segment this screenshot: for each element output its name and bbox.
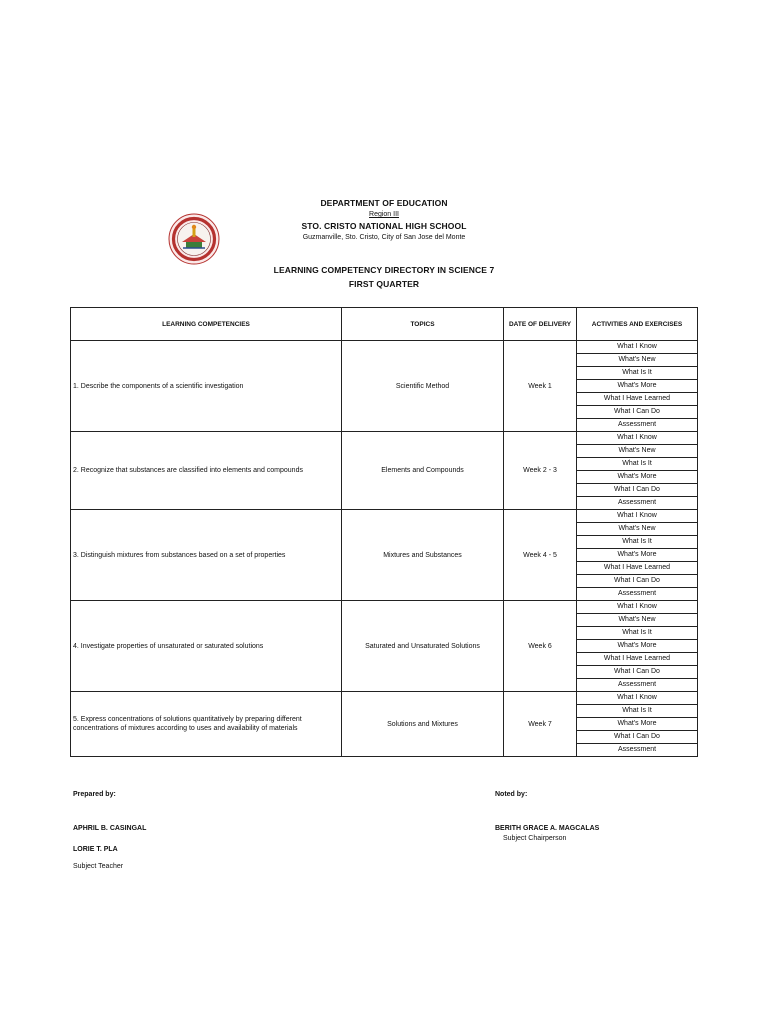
activity-cell: What I Can Do <box>577 731 698 744</box>
school-seal-icon <box>168 213 220 265</box>
week-cell: Week 1 <box>504 341 577 432</box>
competency-cell: 3. Distinguish mixtures from substances based on a set of properties <box>71 510 342 601</box>
week-cell: Week 7 <box>504 692 577 757</box>
activity-cell: What Is It <box>577 458 698 471</box>
competency-cell: 2. Recognize that substances are classified into elements and compounds <box>71 432 342 510</box>
week-cell: Week 4 - 5 <box>504 510 577 601</box>
noter-name: BERITH GRACE A. MAGCALAS <box>495 825 600 832</box>
header-date-of-delivery: DATE OF DELIVERY <box>504 308 577 341</box>
activity-cell: Assessment <box>577 744 698 757</box>
activity-cell: What's More <box>577 640 698 653</box>
activity-cell: What's More <box>577 718 698 731</box>
department-name: DEPARTMENT OF EDUCATION <box>320 198 448 208</box>
activity-cell: What Is It <box>577 705 698 718</box>
activity-cell: What I Know <box>577 341 698 354</box>
topic-cell: Saturated and Unsaturated Solutions <box>342 601 504 692</box>
activity-cell: What I Have Learned <box>577 393 698 406</box>
activity-cell: What I Can Do <box>577 575 698 588</box>
school-address: Guzmanville, Sto. Cristo, City of San Jose del Monte <box>302 234 466 241</box>
topic-cell: Solutions and Mixtures <box>342 692 504 757</box>
competency-table <box>70 307 698 757</box>
competency-cell: 4. Investigate properties of unsaturated or saturated solutions <box>71 601 342 692</box>
header-activities: ACTIVITIES AND EXERCISES <box>577 308 698 341</box>
activity-cell: What's More <box>577 471 698 484</box>
topic-cell: Scientific Method <box>342 341 504 432</box>
activity-cell: What's More <box>577 380 698 393</box>
noted-by-label: Noted by: <box>495 791 528 798</box>
preparer-name-1: APHRIL B. CASINGAL <box>73 825 147 832</box>
activity-cell: What I Know <box>577 601 698 614</box>
activity-cell: What I Can Do <box>577 484 698 497</box>
activity-cell: Assessment <box>577 419 698 432</box>
competency-cell: 1. Describe the components of a scientific investigation <box>71 341 342 432</box>
header-competencies: LEARNING COMPETENCIES <box>71 308 342 341</box>
activity-cell: What's New <box>577 445 698 458</box>
table-row <box>71 510 698 523</box>
activity-cell: What's More <box>577 549 698 562</box>
activity-cell: Assessment <box>577 588 698 601</box>
activity-cell: Assessment <box>577 679 698 692</box>
activity-cell: What's New <box>577 523 698 536</box>
header-topics: TOPICS <box>342 308 504 341</box>
noter-role: Subject Chairperson <box>503 835 567 842</box>
activity-cell: What I Can Do <box>577 406 698 419</box>
school-name: STO. CRISTO NATIONAL HIGH SCHOOL <box>301 221 467 231</box>
week-cell: Week 2 - 3 <box>504 432 577 510</box>
activity-cell: What Is It <box>577 536 698 549</box>
prepared-by-label: Prepared by: <box>73 791 116 798</box>
activity-cell: What I Know <box>577 510 698 523</box>
activity-cell: What I Can Do <box>577 666 698 679</box>
activity-cell: What's New <box>577 354 698 367</box>
activity-cell: What Is It <box>577 627 698 640</box>
table-row <box>71 341 698 354</box>
activity-cell: What I Know <box>577 432 698 445</box>
table-row <box>71 601 698 614</box>
activity-cell: What's New <box>577 614 698 627</box>
activity-cell: What I Have Learned <box>577 653 698 666</box>
topic-cell: Elements and Compounds <box>342 432 504 510</box>
activity-cell: What Is It <box>577 367 698 380</box>
activity-cell: What I Have Learned <box>577 562 698 575</box>
preparer-name-2: LORIE T. PLA <box>73 846 118 853</box>
document-title: LEARNING COMPETENCY DIRECTORY IN SCIENCE 7 <box>273 265 495 275</box>
table-row <box>71 432 698 445</box>
activity-cell: Assessment <box>577 497 698 510</box>
quarter-label: FIRST QUARTER <box>348 279 420 289</box>
topic-cell: Mixtures and Substances <box>342 510 504 601</box>
preparer-role: Subject Teacher <box>73 863 124 870</box>
table-row <box>71 692 698 705</box>
table-header-row <box>71 308 698 341</box>
activity-cell: What I Know <box>577 692 698 705</box>
week-cell: Week 6 <box>504 601 577 692</box>
region-label: Region III <box>369 211 399 218</box>
competency-cell: 5. Express concentrations of solutions quantitatively by preparing different concentrations of mixtures according to uses and availability of materials <box>71 692 342 757</box>
